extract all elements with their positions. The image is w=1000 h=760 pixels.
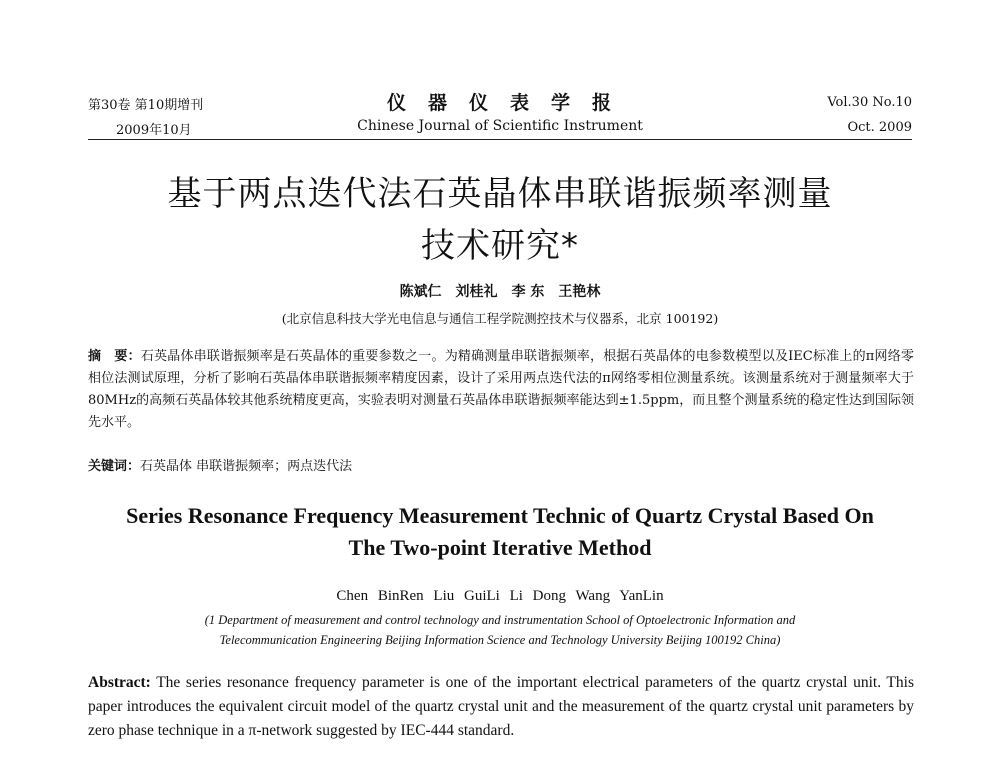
header-date-cn: 2009年10月 (116, 123, 192, 138)
authors-cn: 陈斌仁 刘桂礼 李 东 王艳林 (399, 284, 601, 300)
abstract-cn (88, 346, 914, 434)
paper-title-en-line2: The Two-point Iterative Method (348, 535, 652, 560)
paper-title-en-line1: Series Resonance Frequency Measurement Technic of Quartz Crystal Based On (126, 503, 874, 528)
authors-en: Chen BinRen Liu GuiLi Li Dong Wang YanLin (336, 588, 664, 604)
abstract-en-label: Abstract: (88, 674, 151, 691)
keywords-cn (88, 456, 914, 478)
paper-title-cn-line2: 技术研究* (421, 226, 579, 266)
journal-title-en: Chinese Journal of Scientific Instrument (357, 118, 643, 134)
abstract-en-text: The series resonance frequency parameter is one of the important electrical parameters of the quartz crystal unit. This paper introduces the equivalent circuit model of the quartz crystal unit and the measurement of the quartz crystal unit parameters by zero phase technique in a π-network suggested by IEC-444 standard. (88, 674, 914, 739)
affiliation-cn: (北京信息科技大学光电信息与通信工程学院测控技术与仪器系，北京 100192) (281, 311, 719, 326)
header-volume-cn: 第30卷 第10期增刊 (88, 98, 204, 113)
header-volume-en: Vol.30 No.10 (827, 95, 912, 110)
abstract-cn-label: 摘 要： (88, 349, 141, 364)
journal-title-cn: 仪器仪表学报 (386, 92, 633, 114)
abstract-en (88, 671, 914, 743)
abstract-cn-text: 石英晶体串联谐振频率是石英晶体的重要参数之一。为精确测量串联谐振频率，根据石英晶体的电参数模型以及IEC标准上的π网络零相位法测试原理，分析了影响石英晶体串联谐振频率精度因素，设计了采用两点迭代法的π网络零相位测量系统。该测量系统对于测量频率大于80MHz的高频石英晶体较其他系统精度更高，实验表明对测量石英晶体串联谐振频率能达到±1.5ppm，而且整个测量系统的稳定性达到国际领先水平。 (88, 349, 914, 430)
header-date-en: Oct. 2009 (847, 120, 912, 135)
affiliation-en-line2: Telecommunication Engineering Beijing Information Science and Technology University Beijing 100192 China) (219, 633, 781, 647)
header-rule (88, 139, 912, 140)
keywords-cn-text: 石英晶体 串联谐振频率；两点迭代法 (140, 459, 353, 474)
keywords-cn-label: 关键词： (88, 459, 141, 474)
paper-title-cn-line1: 基于两点迭代法石英晶体串联谐振频率测量 (167, 174, 833, 214)
affiliation-en-line1: (1 Department of measurement and control technology and instrumentation School of Optoelectronic Information and (204, 613, 796, 627)
